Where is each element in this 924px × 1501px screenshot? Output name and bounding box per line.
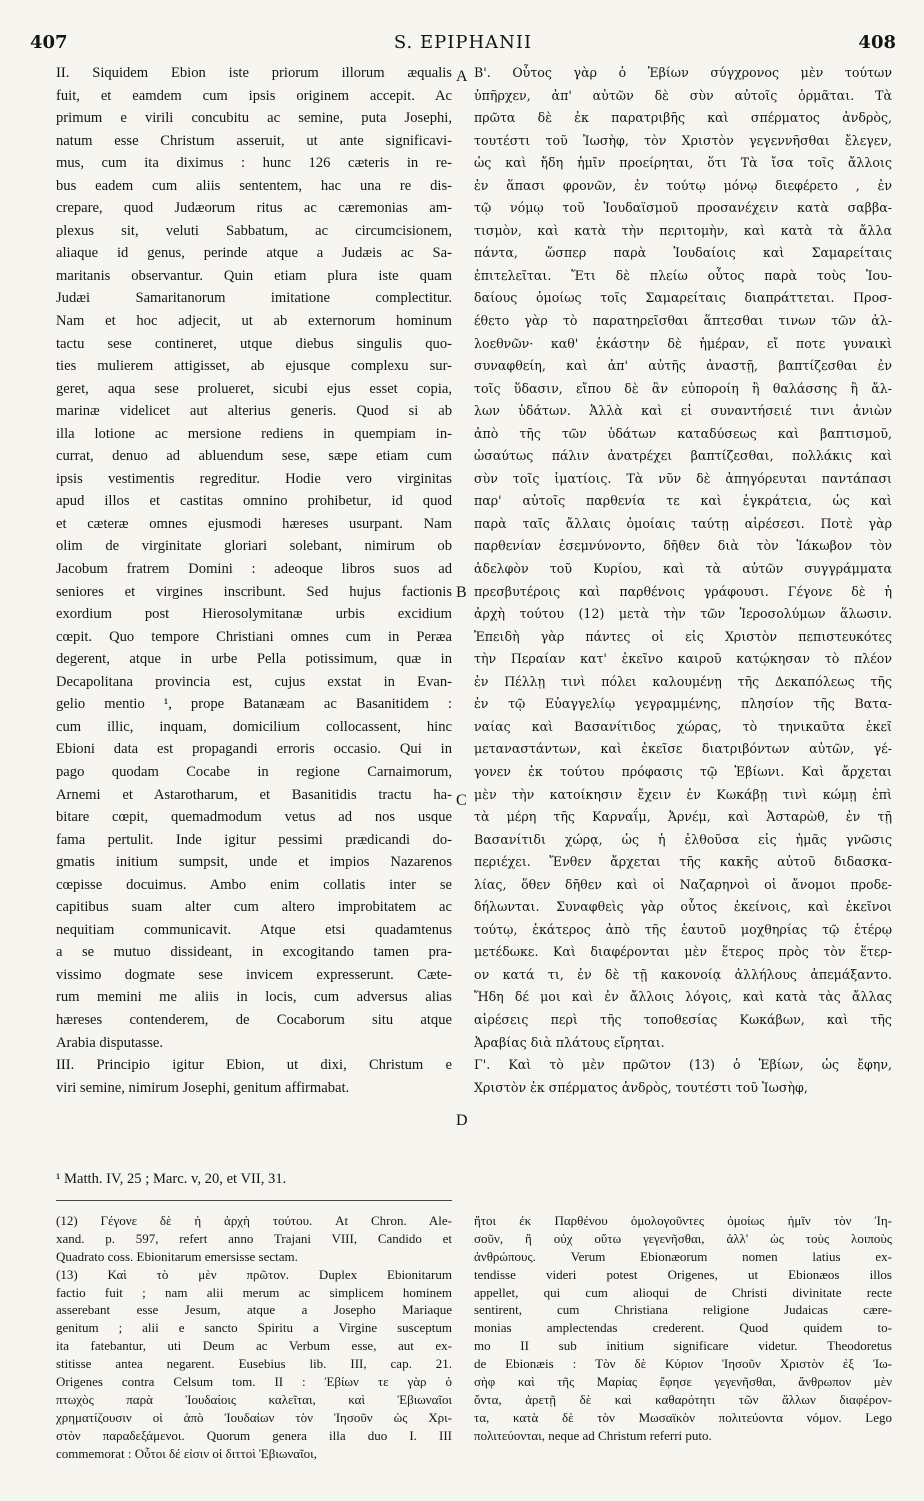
- greek-text-line: Βασανίτιδι χώρᾳ, ὡς ἡ ἐλθοῦσα εἰς ἡμᾶς γνῶσις: [474, 831, 892, 847]
- latin-text-line: olim de virginitate gloriari solebant, nimirum ob: [56, 538, 452, 555]
- latin-text-line: mus, cum ita diximus : hunc 126 cæteris in re-: [56, 155, 452, 172]
- latin-text-line: capitibus suam alter cum altero improbitatem ac: [56, 899, 452, 916]
- note-line: (12) Γέγονε δὲ ἡ ἀρχὴ τούτου. At Chron. Ale-: [56, 1213, 452, 1228]
- latin-text-line: rum memini me aliis in locis, cum adversus alias: [56, 989, 452, 1006]
- note-line: σὴφ καὶ τῆς Μαρίας ἔφησε γεγενῆσθαι, ἄνθρωπον μὲν: [474, 1374, 892, 1390]
- note-line: tendisse videri potest Origenes, ut Ebionæos illos: [474, 1266, 892, 1282]
- note-line: sentirent, cum Christiana religione Judaicas cære-: [474, 1302, 892, 1318]
- note-line: Quadrato coss. Ebionitarum emersisse sectam.: [56, 1248, 298, 1264]
- latin-text-line: geret, aqua sese prolueret, sicubi ejus esset copia,: [56, 380, 452, 397]
- latin-text-line: hæreses contenderem, de Cocaborum situ atque: [56, 1011, 452, 1028]
- running-title: S. EPIPHANII: [393, 32, 533, 53]
- note-line: commemorat : Οὗτοι δέ εἰσιν οἱ διττοὶ Ἐβιωναῖοι,: [56, 1445, 317, 1461]
- greek-text-line: Ἤδη δέ μοι καὶ ἐν ἄλλοις λόγοις, καὶ κατὰ τὰς ἄλλας: [474, 989, 892, 1005]
- greek-text-line: σὺν τοῖς ἱματίοις. Τὰ νῦν δὲ ἀπηγόρευται παντάπασι: [474, 470, 892, 486]
- note-line: χρηματίζουσιν οἱ ἀπὸ Ἰουδαίων τὸν Ἰησοῦν ὡς Χρι-: [56, 1409, 452, 1425]
- latin-text-line: et cæteræ omnes ejusmodi hæreses usurpant. Nam: [56, 515, 452, 532]
- latin-text-line: fuit, et eamdem cum ipsis originem accepit. Ac: [56, 87, 452, 104]
- note-line: monias amplectendas crederent. Quod quidem to-: [474, 1320, 892, 1336]
- greek-text-line: ἀδελφὸν τοῦ Κυρίου, καὶ τὰ αὐτῶν συγγράμματα: [474, 561, 892, 577]
- greek-text-line: γονεν ἐκ τούτου πρόφασις τῷ Ἐβίωνι. Καὶ ἄρχεται: [474, 763, 892, 779]
- greek-text-line: ον κατά τι, ἐν δὲ τῇ κακονοίᾳ ἀλλήλους ἀπεμάξαντο.: [474, 966, 892, 982]
- latin-text-line: cum illic, inquam, domicilium collocassent, hinc: [56, 718, 452, 735]
- greek-text-line: ἐπιτελεῖται. Ἔτι δὲ πλείω οὗτος παρὰ τοὺς Ἰου-: [474, 267, 892, 283]
- scripture-footnote: ¹ Matth. IV, 25 ; Marc. v, 20, et VII, 31.: [56, 1171, 287, 1187]
- latin-text-line: fama pertulit. Inde igitur pessimi prædicandi do-: [56, 831, 452, 848]
- greek-text-line: δήλωνται. Συναφθεὶς γὰρ οὗτος ἐκείνοις, καὶ ἐκεῖνοι: [474, 899, 892, 915]
- note-line: ἀνθρώπους. Verum Ebionæorum nomen latius ex-: [474, 1248, 892, 1264]
- greek-text-line: παρ' αὐτοῖς παρθενία τε καὶ ἐγκράτεια, ὡς καὶ: [474, 493, 892, 509]
- latin-text-line: bitare cœpit, quemadmodum vetus ad nos usque: [56, 809, 452, 826]
- note-line: πτωχὸς παρὰ Ἰουδαίοις καλεῖται, καὶ Ἐβιωναῖοι: [56, 1391, 452, 1407]
- greek-text-line: αἱρέσεις περὶ τῆς τοποθεσίας Κωκάβων, καὶ τῆς: [474, 1011, 892, 1027]
- greek-text-line: Β'. Οὗτος γὰρ ὁ Ἐβίων σύγχρονος μὲν τούτων: [474, 65, 892, 80]
- greek-text-line: πρῶτα δὲ ἐκ παρατριβῆς καὶ σπέρματος ἀνδρὸς,: [474, 110, 892, 126]
- greek-text-line: Ἐπειδὴ γὰρ πάντες οἱ εἰς Χριστὸν πεπιστευκότες: [474, 628, 892, 644]
- latin-text-line: III. Principio igitur Ebion, ut dixi, Christum e: [56, 1057, 452, 1074]
- greek-text-line: μεταναστάντων, καὶ ἐκεῖσε διατριβόντων αὐτῶν, γέ-: [474, 741, 892, 757]
- latin-text-line: vissimo dogmate sese invicem expresserunt. Cæte-: [56, 966, 452, 983]
- latin-text-line: viri semine, nimirum Josephi, genitum affirmabat.: [56, 1079, 350, 1096]
- greek-text-line: έθετο γὰρ τὸ παρατηρεῖσθαι ἅπτεσθαι τινων τῶν ἀλ-: [474, 313, 892, 329]
- notes-right-column: [474, 1212, 892, 1445]
- greek-text-line: τισμὸν, καὶ κατὰ τὴν περιτομὴν, καὶ κατὰ τὰ ἄλλα: [474, 222, 892, 238]
- latin-text-line: crepare, quod Judæorum ritus ac cæremonias am-: [56, 200, 452, 217]
- latin-text-line: Arabia disputasse.: [56, 1034, 163, 1051]
- greek-text-line: ὡσαύτως πάλιν ἀνατρέχει βαπτίζεσθαι, πολλάκις καὶ: [474, 448, 892, 464]
- note-line: σοῦν, ἢ οὐχ οὕτω γεγενῆσθαι, ἀλλ' ὡς τοὺς λοιποὺς: [474, 1230, 892, 1246]
- greek-text-line: ἐν ἅπασι φρονῶν, ἐν τούτῳ μόνῳ διεφέρετο , ἐν: [474, 177, 892, 193]
- latin-text-line: ties mulierem attigisset, ab ejusque complexu sur-: [56, 358, 452, 375]
- note-line: factio fuit ; nam alii merum ac simplicem hominem: [56, 1284, 452, 1300]
- latin-text-line: gelio mentio ¹, prope Batanæam ac Basanitidem :: [56, 696, 452, 713]
- greek-text-line: Ἀραβίας διὰ πλάτους εἴρηται.: [474, 1034, 665, 1050]
- greek-text-line: παρὰ ταῖς ἄλλαις ὁμοίαις ταύτῃ αἱρέσεσι. Ποτὲ γὰρ: [474, 515, 892, 531]
- greek-text-line: τουτέστι τοῦ Ἰωσὴφ, τὸν Χριστὸν γεγεννῆσθαι ἔλεγεν,: [474, 132, 892, 148]
- greek-text-line: ἐν τῷ Εὐαγγελίῳ γεγραμμένης, πλησίον τῆς Βατα-: [474, 696, 892, 712]
- greek-text-line: συναφθείη, καὶ ἀπ' αὐτῆς ἀναστῇ, βαπτίζεσθαι ἐν: [474, 358, 892, 374]
- greek-column: [474, 62, 892, 1099]
- note-line: ὄντα, ἀρετῇ δὲ καὶ καθαρότητι τῶν ἄλλων διαφέρον-: [474, 1391, 892, 1407]
- footnote-divider: [56, 1200, 452, 1201]
- latin-text-line: natum esse Christum asseruit, ut ante significavi-: [56, 132, 452, 149]
- greek-text-line: τὴν Περαίαν κατ' ἐκεῖνο καιροῦ κατῴκησαν τὸ πλέον: [474, 651, 892, 667]
- latin-text-line: Decapolitana provincia est, cujus exstat in Evan-: [56, 673, 452, 690]
- note-line: mo II sub initium significare videtur. Theodoretus: [474, 1338, 892, 1354]
- greek-text-line: πρεσβυτέροις καὶ παρθένοις γράφουσι. Γέγονε δὲ ἡ: [474, 583, 892, 599]
- latin-text-line: seniores et virgines inscribunt. Sed hujus factionis: [56, 583, 452, 600]
- greek-text-line: ἐν Πέλλῃ τινὶ πόλει καλουμένῃ τῆς Δεκαπόλεως τῆς: [474, 673, 892, 689]
- note-line: πολιτεύονται, neque ad Christum referri puto.: [474, 1427, 712, 1443]
- greek-text-line: μετέδωκε. Καὶ διαφέρονται μὲν ἕτερος πρὸς τὸν ἕτερ-: [474, 944, 892, 960]
- latin-text-line: degerent, atque in urbe Pella potissimum, quæ in: [56, 651, 452, 668]
- margin-marker-b: B: [456, 584, 467, 601]
- greek-text-line: πάντα, ὥσπερ παρὰ Ἰουδαίοις καὶ Σαμαρείταις: [474, 245, 892, 261]
- greek-text-line: λίας, ὅθεν δῆθεν καὶ οἱ Ναζαρηνοὶ οἱ ἄνομοι προδε-: [474, 876, 892, 892]
- note-line: (13) Καὶ τὸ μὲν πρῶτον. Duplex Ebionitarum: [56, 1266, 452, 1282]
- latin-text-line: tactu sese contineret, utque diebus singulis quo-: [56, 335, 452, 352]
- latin-text-line: Judæi Samaritanorum imitatione complectitur.: [56, 290, 452, 307]
- greek-text-line: μὲν τὴν κατοίκησιν ἔχειν ἐν Κωκάβῃ τινὶ κώμῃ ἐπὶ: [474, 786, 892, 802]
- note-line: τα, κατὰ δὲ τὸν Μωσαϊκὸν πολιτεύοντα νόμον. Lego: [474, 1409, 892, 1425]
- greek-text-line: Χριστὸν ἐκ σπέρματος ἀνδρὸς, τουτέστι τοῦ Ἰωσὴφ,: [474, 1079, 808, 1095]
- latin-text-line: marinæ videlicet aut alterius generis. Quod si ab: [56, 403, 452, 420]
- latin-text-line: pago quodam Cocabe in regione Carnaimorum,: [56, 763, 452, 780]
- page-number-left: 407: [30, 32, 68, 53]
- margin-marker-d: D: [456, 1112, 468, 1129]
- greek-text-line: ἀρχὴ τούτου (12) μετὰ τὴν τῶν Ἱεροσολύμων ἅλωσιν.: [474, 606, 892, 622]
- greek-text-line: τὰ μέρη τῆς Καρναΐμ, Ἀρνέμ, καὶ Ἀσταρὼθ, ἐν τῇ: [474, 809, 892, 825]
- latin-text-line: exordium post Hierosolymitanæ urbis excidium: [56, 606, 452, 623]
- greek-text-line: περιέχει. Ἔνθεν ἄρχεται τῆς κακῆς αὐτοῦ διδασκα-: [474, 854, 892, 870]
- greek-text-line: λοεθνῶν· καθ' ἑκάστην δὲ ἡμέραν, εἴ ποτε γυναικὶ: [474, 335, 892, 351]
- latin-text-line: cœpisse docuimus. Ambo enim collatis inter se: [56, 876, 452, 893]
- latin-text-line: nequitiam communicavit. Atque etsi quadamtenus: [56, 921, 452, 938]
- latin-text-line: a se mutuo dissideant, in excogitando tamen pra-: [56, 944, 452, 961]
- latin-text-line: illa lotione ac mersione rediens in quempiam in-: [56, 425, 452, 442]
- latin-text-line: cœpit. Quo tempore Christiani omnes cum in Peræa: [56, 628, 452, 645]
- latin-text-line: Nam et hoc adjecit, ut ab externorum hominum: [56, 313, 452, 330]
- latin-text-line: ipsis vestimentis regreditur. Hodie vero virginitas: [56, 470, 452, 487]
- note-line: στὸν παραδεξάμενοι. Quorum genera illa duo I. III: [56, 1427, 452, 1443]
- latin-text-line: plexus sit, veluti Sabbatum, ac circumcisionem,: [56, 222, 452, 239]
- greek-text-line: τῷ νόμῳ τοῦ Ἰουδαϊσμοῦ προσανέχειν κατὰ σαββα-: [474, 200, 892, 216]
- latin-text-line: Jacobum fratrem Domini : adeoque libros suos ad: [56, 561, 452, 578]
- greek-text-line: λων ὑδάτων. Ἀλλὰ καὶ εἰ συναντήσειέ τινι ἀνιὼν: [474, 403, 892, 419]
- latin-text-line: II. Siquidem Ebion iste priorum illorum æqualis: [56, 65, 452, 81]
- latin-text-line: apud illos et castitas omnino prohibetur, id quod: [56, 493, 452, 510]
- greek-text-line: δαίους ὁμοίως τοῖς Σαμαρείταις διαπράττεται. Προσ-: [474, 290, 892, 306]
- greek-text-line: τοῖς ὕδασιν, εἴπου δὲ ἂν εὐποροίη ἢ θαλάσσης ἢ ἄλ-: [474, 380, 892, 396]
- latin-text-line: Ebioni data est propagandi erroris occasio. Qui in: [56, 741, 452, 758]
- latin-text-line: primum e virili concubitu ac semine, puta Josephi,: [56, 110, 452, 127]
- note-line: ἤτοι ἐκ Παρθένου ὁμολογοῦντες ὁμοίως ἡμῖν τὸν Ἰη-: [474, 1213, 892, 1228]
- latin-text-line: Arnemi et Astarotharum, et Basanitidis tractu ha-: [56, 786, 452, 803]
- greek-text-line: Γ'. Καὶ τὸ μὲν πρῶτον (13) ὁ Ἐβίων, ὡς ἔφην,: [474, 1057, 892, 1073]
- greek-text-line: παρθενίαν ἐσεμνύνοντο, δῆθεν διὰ τὸν Ἰάκωβον τὸν: [474, 538, 892, 554]
- page-number-right: 408: [858, 32, 896, 53]
- margin-marker-a: A: [456, 68, 468, 85]
- page-header: [30, 32, 896, 58]
- note-line: ita fatebantur, uti Deum ac Verbum esse, aut ex-: [56, 1338, 452, 1354]
- note-line: asserebant esse Jesum, atque a Josepho Mariaque: [56, 1302, 452, 1318]
- greek-text-line: ἀπὸ τῆς τῶν ὑδάτων καταδύσεως καὶ βαπτισμοῦ,: [474, 425, 892, 441]
- note-line: appellet, qui cum alioqui de Christi divinitate recte: [474, 1284, 892, 1300]
- note-line: de Ebionæis : Τὸν δὲ Κύριον Ἰησοῦν Χριστὸν ἐξ Ἰω-: [474, 1356, 892, 1372]
- note-line: xand. p. 597, refert anno Trajani VIII, Candido et: [56, 1230, 452, 1246]
- notes-left-column: [56, 1212, 452, 1462]
- greek-text-line: τούτῳ, ἑκάτερος ἀπὸ τῆς ἑαυτοῦ μοχθηρίας τῷ ἑτέρῳ: [474, 921, 892, 937]
- latin-column: [56, 62, 452, 1099]
- greek-text-line: ὑπῆρχεν, ἀπ' αὐτῶν δὲ σὺν αὐτοῖς ὁρμᾶται. Τὰ: [474, 87, 892, 103]
- greek-text-line: ναίας καὶ Βασανίτιδος χώρας, τὸ τηνικαῦτα ἐκεῖ: [474, 718, 892, 734]
- greek-text-line: ὡς καὶ ἤδη ἡμῖν προείρηται, ὅτι Τὰ ἴσα τοῖς ἄλλοις: [474, 155, 892, 171]
- latin-text-line: aliaque id genus, perinde atque a Judæis ac Sa-: [56, 245, 452, 262]
- latin-text-line: gmatis initium sumpsit, unde et impios Nazarenos: [56, 854, 452, 871]
- latin-text-line: maritanis observantur. Quin etiam plura iste quam: [56, 267, 452, 284]
- latin-text-line: currat, denuo ad abluendum sese, sæpe etiam cum: [56, 448, 452, 465]
- note-line: stitisse antea negarent. Eusebius lib. III, cap. 21.: [56, 1356, 452, 1372]
- note-line: Origenes contra Celsum tom. II : Ἐβίων τε γὰρ ὁ: [56, 1374, 452, 1390]
- margin-marker-c: C: [456, 792, 467, 809]
- note-line: genitum ; alii e sancto Spiritu a Virgine susceptum: [56, 1320, 452, 1336]
- latin-text-line: bus eadem cum aliis sententem, hac una re dis-: [56, 177, 452, 194]
